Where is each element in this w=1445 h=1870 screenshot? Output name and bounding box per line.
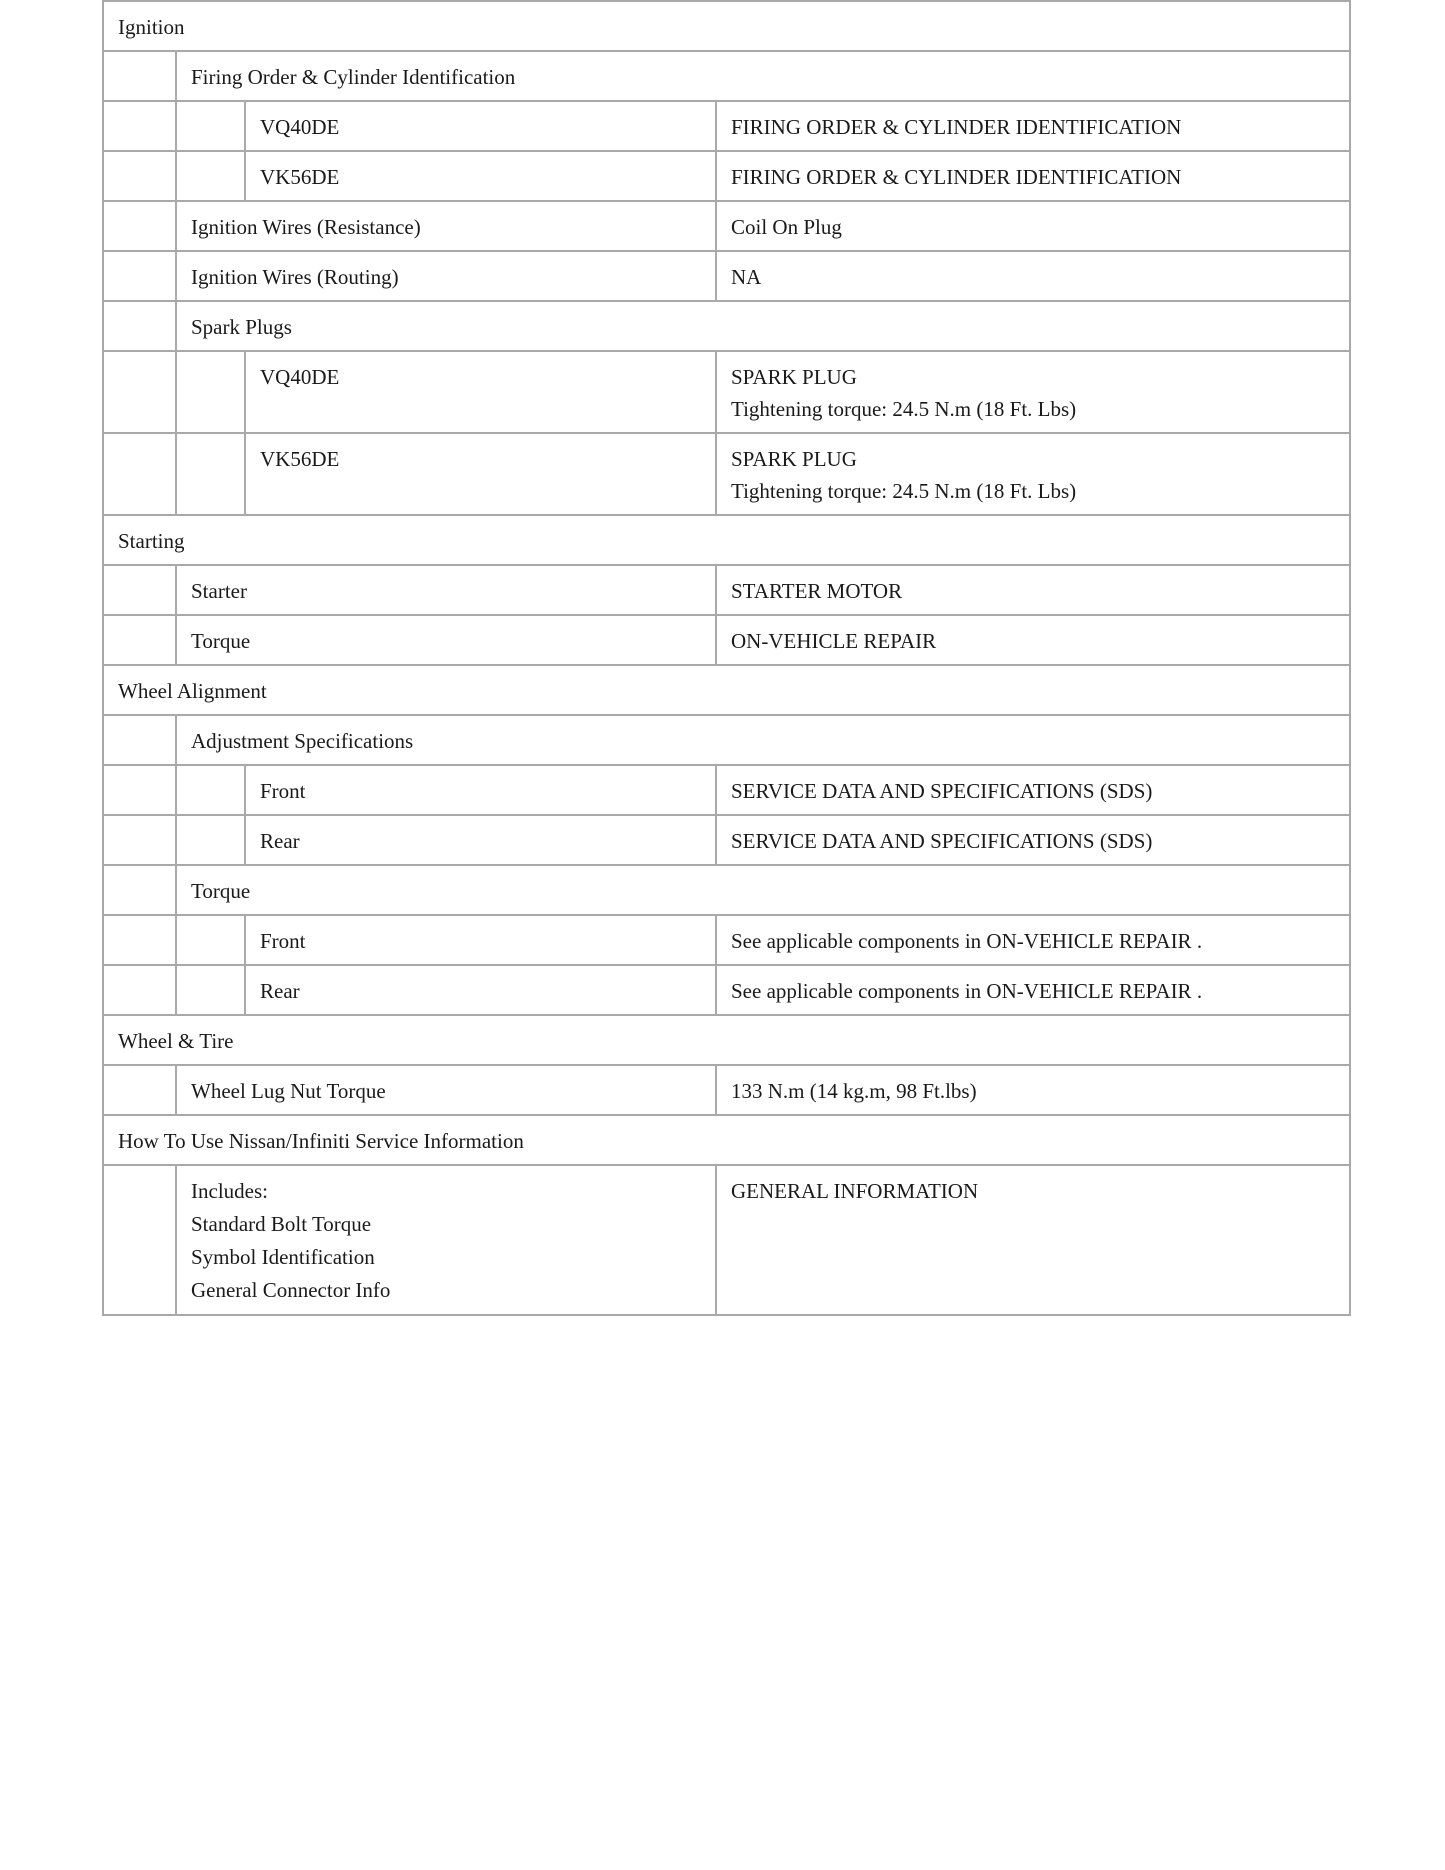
section-row-starting [103,515,1350,565]
subsection-row-spark-plugs [103,301,1350,351]
table-row [103,565,1350,615]
value-line: Tightening torque: 24.5 N.m (18 Ft. Lbs) [731,479,1077,503]
row-value: SERVICE DATA AND SPECIFICATIONS (SDS) [716,815,1350,865]
row-label [176,1165,716,1315]
subsection-heading: Adjustment Specifications [176,715,1350,765]
section-heading: How To Use Nissan/Infiniti Service Information [103,1115,1350,1165]
table-row [103,965,1350,1015]
indent-cell [176,101,245,151]
indent-cell [103,251,176,301]
indent-cell [103,565,176,615]
table-row [103,351,1350,433]
subsection-row-firing-order [103,51,1350,101]
section-row-wheel-tire [103,1015,1350,1065]
subsection-heading: Torque [176,865,1350,915]
label-line: Includes: [191,1179,268,1203]
section-heading: Starting [103,515,1350,565]
row-label: Rear [245,965,716,1015]
subsection-row-torque [103,865,1350,915]
table-row [103,1165,1350,1315]
service-spec-table [102,0,1351,1316]
indent-cell [103,815,176,865]
label-line: Standard Bolt Torque [191,1212,372,1236]
section-heading: Ignition [103,1,1350,51]
indent-cell [103,433,176,515]
indent-cell [103,301,176,351]
indent-cell [103,915,176,965]
indent-cell [103,765,176,815]
row-value [716,351,1350,433]
indent-cell [103,101,176,151]
table-row [103,151,1350,201]
label-line: General Connector Info [191,1278,391,1302]
row-label: VQ40DE [245,101,716,151]
indent-cell [103,1165,176,1315]
row-label: Wheel Lug Nut Torque [176,1065,716,1115]
row-label: Rear [245,815,716,865]
indent-cell [103,1065,176,1115]
row-value: STARTER MOTOR [716,565,1350,615]
indent-cell [103,715,176,765]
table-row [103,915,1350,965]
table-row [103,815,1350,865]
table-row [103,765,1350,815]
indent-cell [176,351,245,433]
table-row [103,1065,1350,1115]
indent-cell [176,915,245,965]
row-value: ON-VEHICLE REPAIR [716,615,1350,665]
row-value: 133 N.m (14 kg.m, 98 Ft.lbs) [716,1065,1350,1115]
subsection-heading: Spark Plugs [176,301,1350,351]
indent-cell [176,151,245,201]
indent-cell [103,865,176,915]
table-row [103,615,1350,665]
indent-cell [103,151,176,201]
row-value: FIRING ORDER & CYLINDER IDENTIFICATION [716,151,1350,201]
row-label: VK56DE [245,433,716,515]
indent-cell [103,51,176,101]
row-label: Torque [176,615,716,665]
section-row-ignition [103,1,1350,51]
table-row [103,251,1350,301]
subsection-heading: Firing Order & Cylinder Identification [176,51,1350,101]
indent-cell [103,615,176,665]
section-heading: Wheel & Tire [103,1015,1350,1065]
indent-cell [176,965,245,1015]
table-row [103,101,1350,151]
table-row [103,433,1350,515]
row-value: FIRING ORDER & CYLINDER IDENTIFICATION [716,101,1350,151]
value-line: SPARK PLUG [731,365,857,389]
subsection-row-adjustment [103,715,1350,765]
row-label: Ignition Wires (Resistance) [176,201,716,251]
indent-cell [103,351,176,433]
row-label: VQ40DE [245,351,716,433]
value-line: SPARK PLUG [731,447,857,471]
indent-cell [176,815,245,865]
section-row-how-to-use [103,1115,1350,1165]
row-value: NA [716,251,1350,301]
row-value [716,433,1350,515]
section-row-wheel-alignment [103,665,1350,715]
indent-cell [103,965,176,1015]
row-value: See applicable components in ON-VEHICLE REPAIR . [716,965,1350,1015]
table-row [103,201,1350,251]
row-label: Starter [176,565,716,615]
indent-cell [176,765,245,815]
row-value: See applicable components in ON-VEHICLE REPAIR . [716,915,1350,965]
row-value: GENERAL INFORMATION [716,1165,1350,1315]
label-line: Symbol Identification [191,1245,375,1269]
indent-cell [103,201,176,251]
row-label: VK56DE [245,151,716,201]
row-label: Front [245,765,716,815]
row-value: SERVICE DATA AND SPECIFICATIONS (SDS) [716,765,1350,815]
section-heading: Wheel Alignment [103,665,1350,715]
row-label: Ignition Wires (Routing) [176,251,716,301]
indent-cell [176,433,245,515]
row-label: Front [245,915,716,965]
row-value: Coil On Plug [716,201,1350,251]
value-line: Tightening torque: 24.5 N.m (18 Ft. Lbs) [731,397,1077,421]
